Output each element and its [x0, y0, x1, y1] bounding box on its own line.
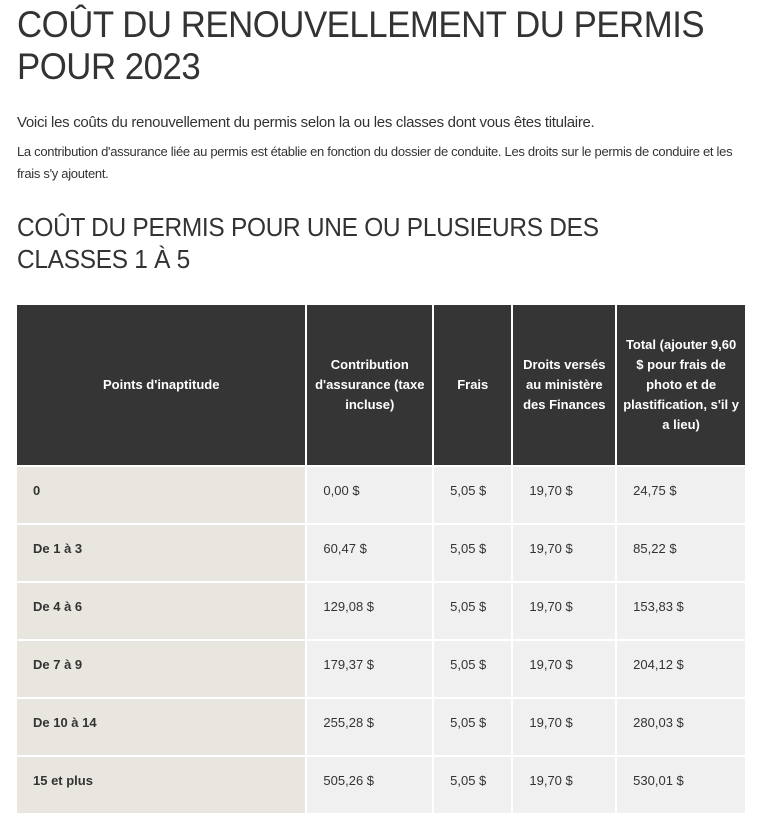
cell-points: De 10 à 14	[17, 699, 305, 755]
table-row	[17, 757, 745, 813]
header-frais: Frais	[434, 305, 511, 465]
cell-contribution: 179,37 $	[307, 641, 432, 697]
page-title: COÛT DU RENOUVELLEMENT DU PERMIS POUR 2023	[17, 4, 705, 87]
header-contribution: Contribution d'assurance (taxe incluse)	[307, 305, 432, 465]
cell-frais: 5,05 $	[434, 525, 511, 581]
table-header-row	[17, 305, 745, 465]
cell-droits: 19,70 $	[513, 757, 615, 813]
cell-droits: 19,70 $	[513, 525, 615, 581]
header-points: Points d'inaptitude	[17, 305, 305, 465]
intro-paragraph: Voici les coûts du renouvellement du permis selon la ou les classes dont vous êtes titulaire.	[17, 114, 595, 131]
cell-frais: 5,05 $	[434, 757, 511, 813]
cell-total: 204,12 $	[617, 641, 745, 697]
cell-contribution: 0,00 $	[307, 467, 432, 523]
cell-contribution: 60,47 $	[307, 525, 432, 581]
cell-points: De 1 à 3	[17, 525, 305, 581]
section-title: COÛT DU PERMIS POUR UNE OU PLUSIEURS DES CLASSES 1 À 5	[17, 212, 599, 274]
header-droits: Droits versés au ministère des Finances	[513, 305, 615, 465]
cell-frais: 5,05 $	[434, 699, 511, 755]
cost-table	[15, 303, 747, 815]
page-content	[17, 0, 748, 275]
cell-frais: 5,05 $	[434, 583, 511, 639]
cell-total: 153,83 $	[617, 583, 745, 639]
cell-frais: 5,05 $	[434, 641, 511, 697]
cell-points: De 4 à 6	[17, 583, 305, 639]
cell-points: 0	[17, 467, 305, 523]
cell-droits: 19,70 $	[513, 467, 615, 523]
cell-points: De 7 à 9	[17, 641, 305, 697]
table-row	[17, 467, 745, 523]
cell-droits: 19,70 $	[513, 583, 615, 639]
table-row	[17, 641, 745, 697]
cell-frais: 5,05 $	[434, 467, 511, 523]
table-row	[17, 583, 745, 639]
header-total: Total (ajouter 9,60 $ pour frais de photo et de plastification, s'il y a lieu)	[617, 305, 745, 465]
note-paragraph: La contribution d'assurance liée au permis est établie en fonction du dossier de conduite. Les droits sur le permis de conduire et les frais s'y ajoutent.	[17, 144, 733, 181]
table-row	[17, 525, 745, 581]
cell-total: 280,03 $	[617, 699, 745, 755]
cell-points: 15 et plus	[17, 757, 305, 813]
cell-contribution: 129,08 $	[307, 583, 432, 639]
cell-total: 85,22 $	[617, 525, 745, 581]
table-row	[17, 699, 745, 755]
cell-droits: 19,70 $	[513, 641, 615, 697]
cell-contribution: 505,26 $	[307, 757, 432, 813]
cell-contribution: 255,28 $	[307, 699, 432, 755]
cell-total: 24,75 $	[617, 467, 745, 523]
cell-total: 530,01 $	[617, 757, 745, 813]
cell-droits: 19,70 $	[513, 699, 615, 755]
